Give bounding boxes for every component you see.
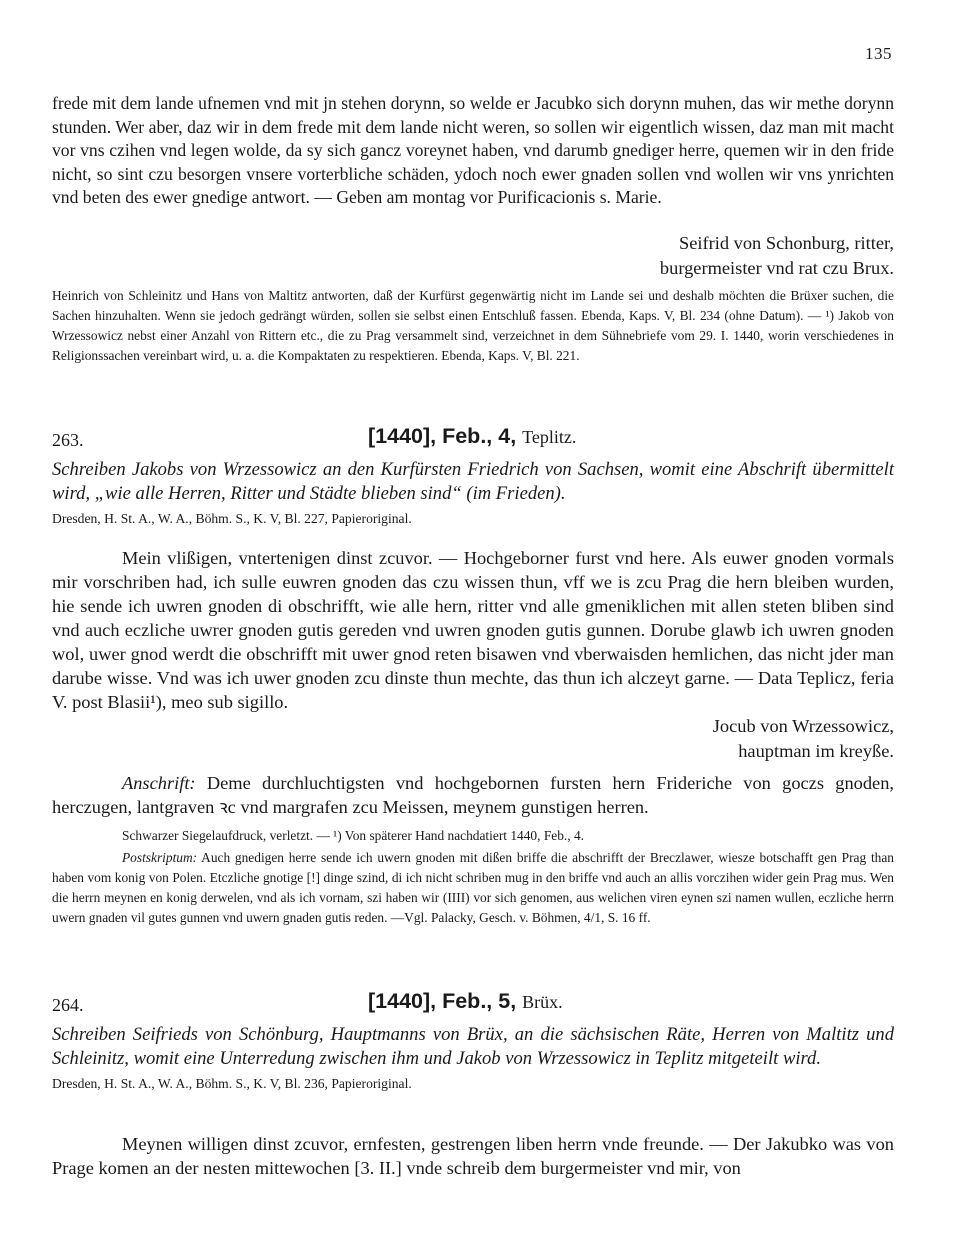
signature-schonburg [52, 231, 894, 280]
postscript-label: Postskriptum: [122, 850, 198, 865]
entry-date-text: [1440], Feb., 4, [368, 424, 517, 448]
entry-number: 263. [52, 430, 84, 450]
entry-264-letter-text: Meynen willigen dinst zcuvor, ernfesten, gestrengen liben herrn vnde freunde. — Der Jakubko was von Prage komen an der nesten mittewochen [3. II.] vnde schreib dem burgermeister vnd mir, von [52, 1134, 894, 1178]
entry-summary: Schreiben Seifrieds von Schönburg, Hauptmanns von Brüx, an die sächsischen Räte, Herren von Maltitz und Schleinitz, womit eine Unterredung zwischen ihm und Jakob von Wrzessowicz in Teplitz mitgeteilt wird. [52, 1024, 894, 1069]
entry-date-text: [1440], Feb., 5, [368, 989, 517, 1013]
signature-line: Jocub von Wrzessowicz, [712, 716, 894, 736]
letter-continuation-paragraph: frede mit dem lande ufnemen vnd mit jn stehen dorynn, so welde er Jacubko sich dorynn muhen, das wir methe dorynn stunden. Wer aber, daz wir in dem frede mit dem lande nicht weren, so sollen wir eigentlich wissen, daz man mit macht vor vns czihen vnd legen wolde, da sy sich gancz voreynet haben, vnd darumb gnediger herre, quemen wir in den fride nicht, so sint czu besorgen vnsere vorterbliche schäden, ydoch noch ewer gnaden sollen vnd wollen wir vns ynrichten vnd beten des ewer gnedige antwort. — Geben am montag vor Purificacionis s. Marie. [52, 93, 894, 208]
entry-263-letter-text: Mein vlißigen, vntertenigen dinst zcuvor. — Hochgeborner furst vnd here. Als euwer gnoden vormals mir vorschriben had, ich sulle euwren gnoden das czu wissen thun, vff we is zcu Prag die hern bleiben wurden, hie sende ich uwren gnoden di obschrifft, wie alle hern, ritter vnd alle gmeniklichen mit allen steten bliben sind vnd auch eczliche uwrer gnoden gutis gereden vnd uwren gnoden gutis gunnen. Dorube glawb ich uwren gnoden wol, uwer gnod werdt die obschrifft mit uwer gnod reten bisawen vnd vberwaisden hemlichen, das nicht jder man darube wisse. Vnd was ich uwer gnoden zcu dinste thun mechte, das thun ich alczeyt garne. — Data Teplicz, feria V. post Blasii¹), meo sub sigillo. [52, 548, 894, 712]
signature-line: hauptman im kreyße. [738, 740, 894, 761]
entry-source: Dresden, H. St. A., W. A., Böhm. S., K. V, Bl. 227, Papieroriginal. [52, 511, 412, 526]
entry-date [368, 989, 563, 1014]
seal-note: Schwarzer Siegelaufdruck, verletzt. — ¹) Von späterer Hand nachdatiert 1440, Feb., 4. [122, 828, 584, 843]
entry-summary: Schreiben Jakobs von Wrzessowicz an den Kurfürsten Friedrich von Sachsen, womit eine Abschrift übermittelt wird, „wie alle Herren, Ritter und Städte blieben sind“ (im Frieden). [52, 459, 894, 504]
editorial-note: Heinrich von Schleinitz und Hans von Maltitz antworten, daß der Kurfürst gegenwärtig nicht im Lande sei und deshalb möchten die Brüxer suchen, die Sachen hinzuhalten. Wenn sie jedoch gedrängt würden, sollen sie selbst einen Entschluß fassen. Ebenda, Kaps. V, Bl. 234 (ohne Datum). — ¹) Jakob von Wrzessowicz nebst einer Anzahl von Rittern etc., die zu Prag versammelt sind, verzeichnet in dem Sühnebriefe vom 29. I. 1440, worin verschiedenes in Religionssachen vereinbart wird, u. a. die Kompaktaten zu respektieren. Ebenda, Kaps. V, Bl. 221. [52, 288, 894, 363]
signature-wrzessowicz [52, 714, 894, 763]
entry-number: 264. [52, 995, 84, 1015]
entry-date [368, 424, 576, 449]
entry-264-summary-block [52, 1023, 894, 1094]
address-text: Deme durchluchtigsten vnd hochgebornen fursten hern Frideriche von goczs gnoden, herczugen, lantgraven ꝛc vnd margrafen zcu Meissen, meynem gunstigen herren. [52, 773, 895, 817]
postscript [52, 848, 894, 928]
entry-264-header [52, 989, 894, 1019]
page-number: 135 [865, 44, 892, 63]
entry-263-header [52, 424, 894, 454]
signature-line: burgermeister vnd rat czu Brux. [659, 257, 894, 278]
entry-263-address [52, 771, 894, 819]
entry-263-summary-block [52, 458, 894, 529]
address-label: Anschrift: [122, 773, 196, 793]
entry-place: Teplitz. [522, 427, 577, 447]
postscript-text: Auch gnedigen herre sende ich uwern gnoden mit dißen briffe die abschrifft der Breczlawer, wiesze botschafft gen Prag than haben vom konig von Polen. Etczliche gnotige [!] dinge szind, di ich nicht schriben mug in den briffe vnd auch an allis vorczihen wider gein Prag mus. Wen die herrn meynen en konig derwelen, vnd als ich vornam, szi haben wir (IIII) vor sich genomen, aus welichen viren eynen szi namen wullen, eczliche herrn uwern gnaden vil gutes gunnen vnd uwern gnaden gutis reden. —Vgl. Palacky, Gesch. v. Böhmen, 4/1, S. 16 ff. [52, 850, 894, 925]
signature-line: Seifrid von Schonburg, ritter, [679, 233, 894, 253]
entry-source: Dresden, H. St. A., W. A., Böhm. S., K. V, Bl. 236, Papieroriginal. [52, 1076, 412, 1091]
entry-place: Brüx. [522, 992, 563, 1012]
